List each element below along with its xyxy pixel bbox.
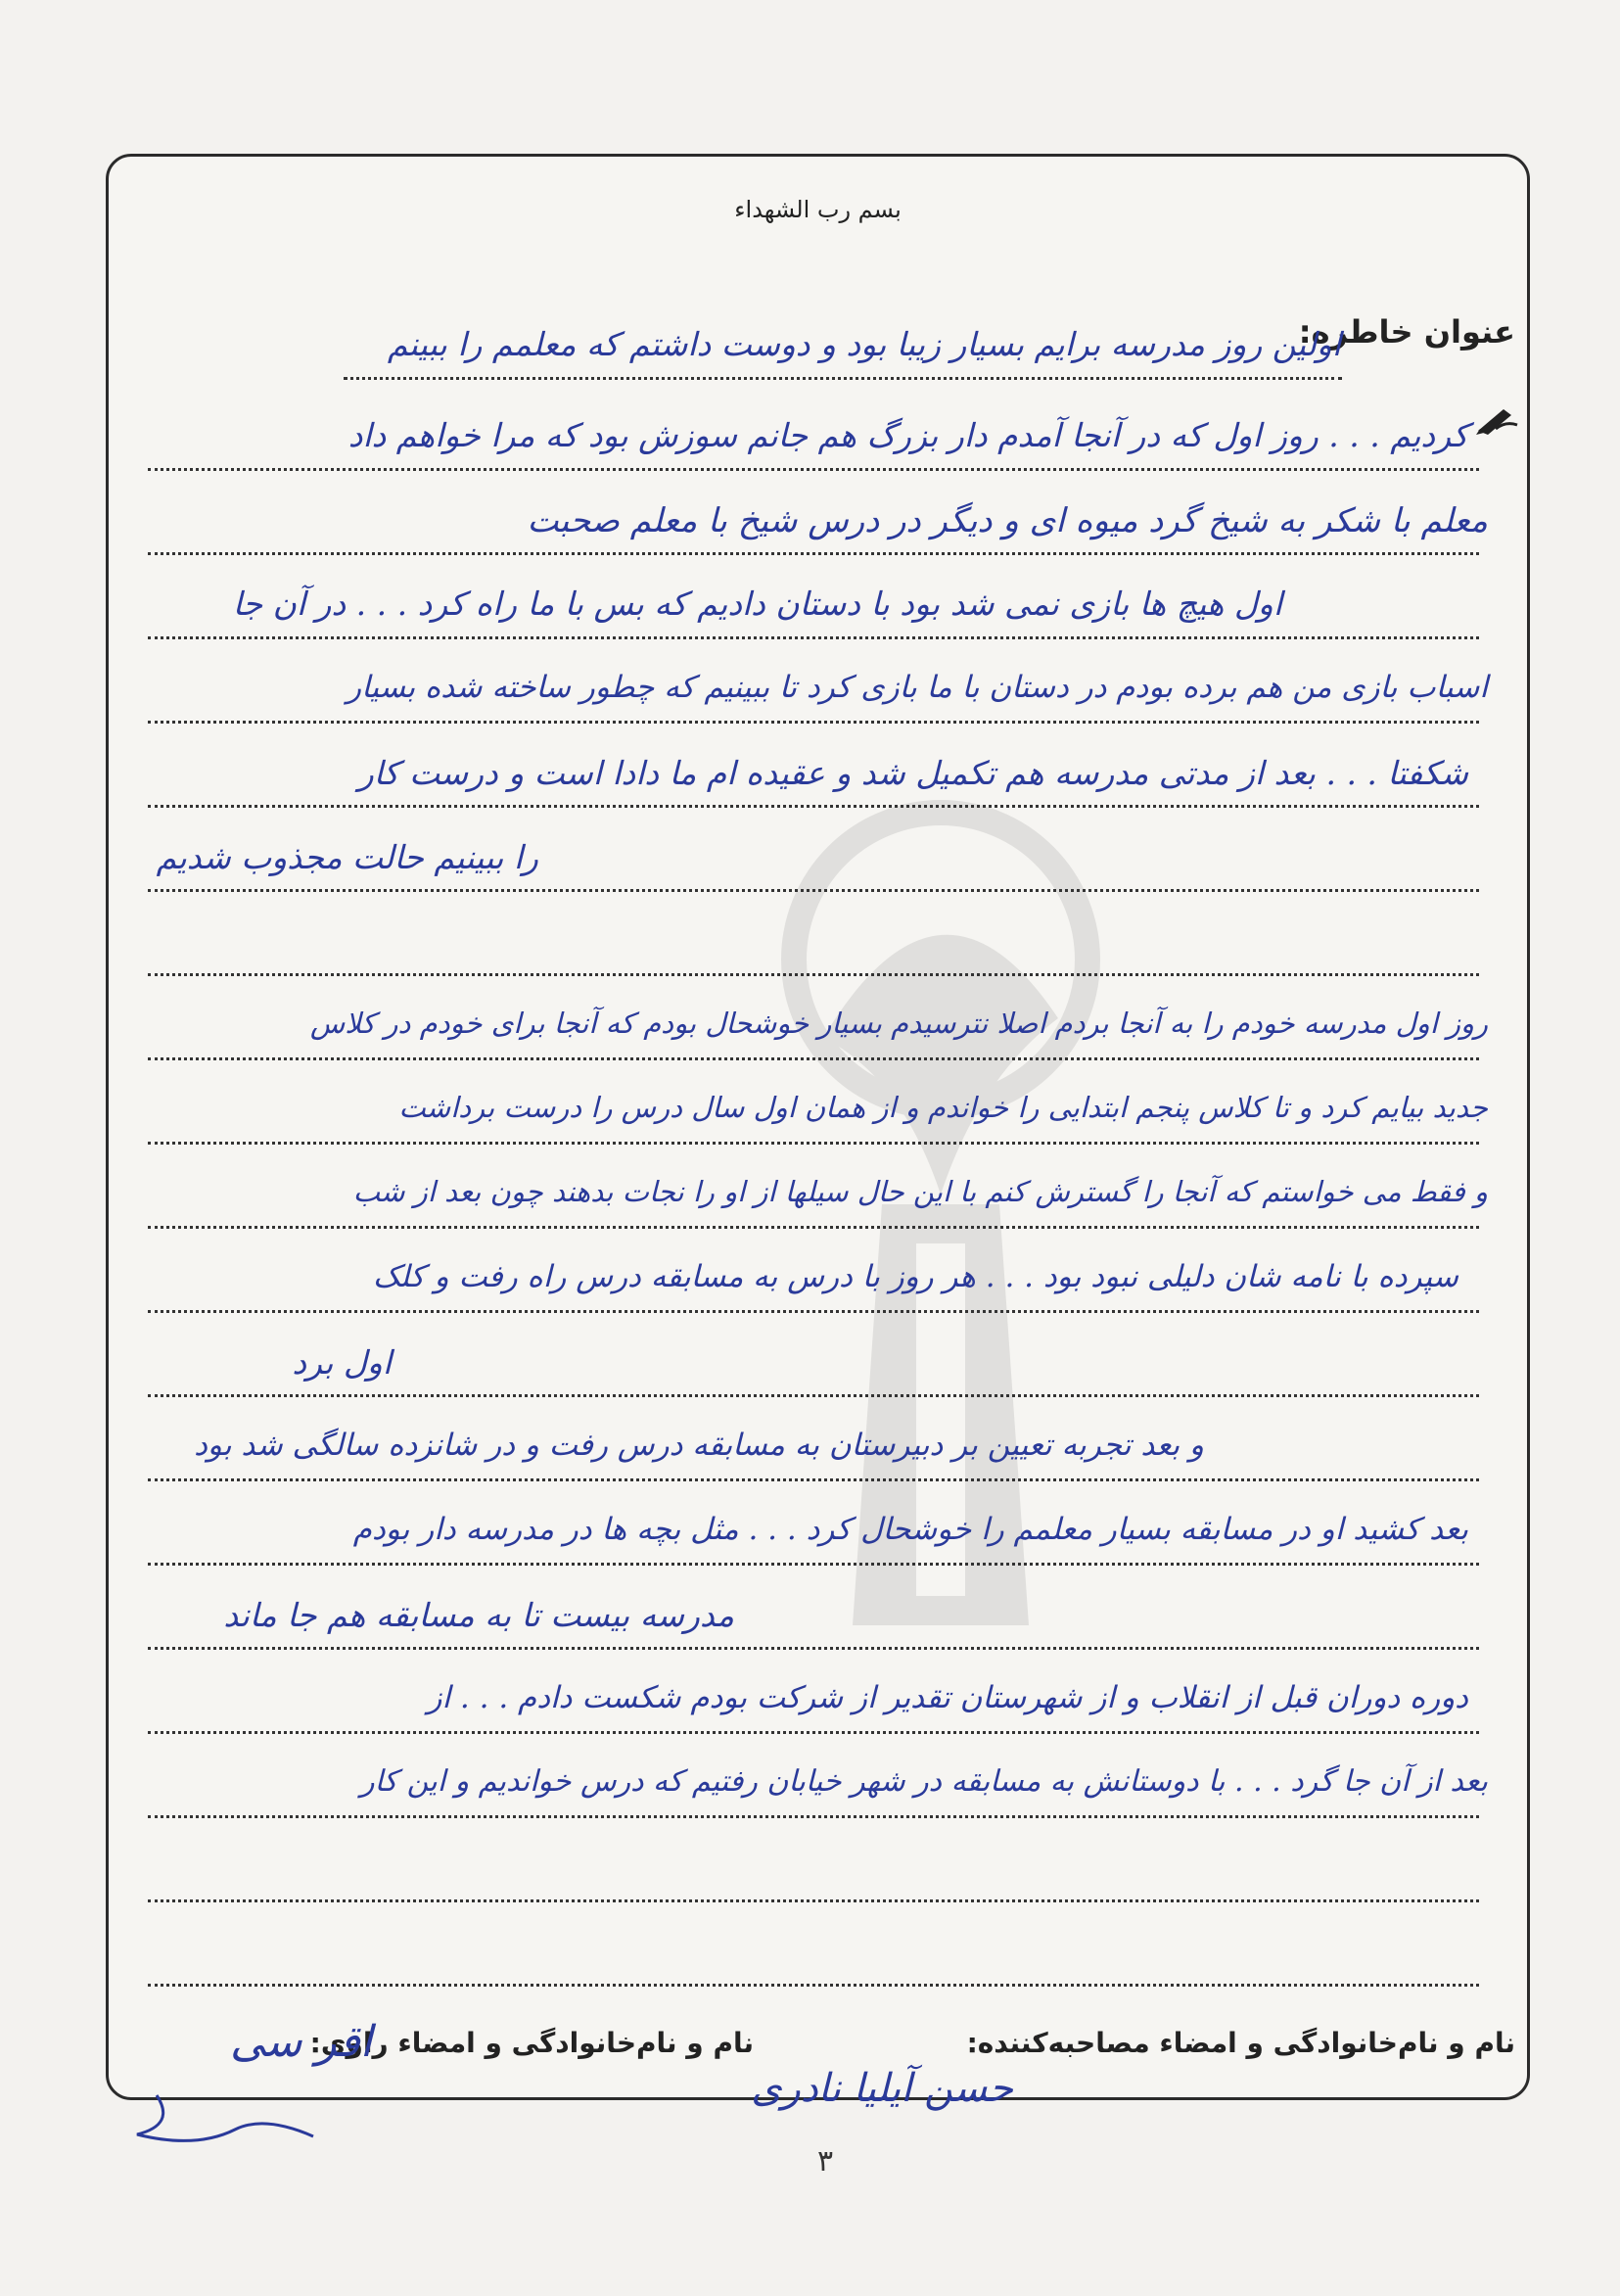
- writing-line: [148, 468, 1479, 471]
- writing-line: [148, 1142, 1479, 1145]
- writing-line: [148, 721, 1479, 724]
- handwritten-line: روز اول مدرسه خودم را به آنجا بردم اصلا نترسیدم بسیار خوشحال بودم که آنجا برای خودم در کلاس: [309, 1007, 1488, 1040]
- writing-line: [148, 1815, 1479, 1818]
- page-number: ۳: [817, 2144, 834, 2179]
- handwritten-line: بعد از آن جا گرد . . . با دوستانش به مسابقه در شهر خیابان رفتیم که درس خواندیم و این کار: [360, 1764, 1488, 1799]
- handwritten-line: بعد کشید او در مسابقه بسیار معلمم را خوشحال کرد . . . مثل بچه ها در مدرسه دار بودم: [352, 1512, 1468, 1547]
- pen-icon: [1474, 403, 1519, 437]
- handwritten-line: را ببینیم حالت مجذوب شدیم: [156, 838, 538, 876]
- handwritten-line: معلم با شکر به شیخ گرد میوه ای و دیگر در درس شیخ با معلم صحبت: [527, 501, 1488, 540]
- writing-line: [148, 1731, 1479, 1734]
- handwritten-line: دوره دوران قبل از انقلاب و از شهرستان تقدیر از شرکت بودم شکست دادم . . . از: [427, 1680, 1468, 1715]
- handwritten-line: اول هیچ ها بازی نمی شد بود با دستان دادیم که بس با ما راه کرد . . . در آن جا: [232, 585, 1282, 623]
- handwritten-line: کردیم . . . روز اول که در آنجا آمدم دار بزرگ هم جانم سوزش بود که مرا خواهم داد: [347, 416, 1468, 454]
- writing-line: [148, 552, 1479, 555]
- handwritten-line: سپرده با نامه شان دلیلی نبود بود . . . هر روز با درس به مسابقه درس راه رفت و کلک: [373, 1259, 1458, 1294]
- handwritten-line: مدرسه بیست تا به مسابقه هم جا ماند: [223, 1596, 734, 1634]
- writing-line: [148, 973, 1479, 976]
- writing-line: [148, 1394, 1479, 1397]
- memory-title-label: عنوان خاطره:: [1298, 313, 1515, 351]
- writing-line: [148, 889, 1479, 892]
- narrator-signature-label: نام و نام‌خانوادگی و امضاء راوی:: [309, 2027, 754, 2059]
- handwritten-line: جدید بیایم کرد و تا کلاس پنجم ابتدایی را خواندم و از همان اول سال درس را درست برداشت: [398, 1091, 1488, 1124]
- writing-line: [148, 1563, 1479, 1566]
- writing-line: [148, 805, 1479, 808]
- handwritten-line: و فقط می خواستم که آنجا را گسترش کنم با این حال سیلها از او را نجات بدهند چون بعد از شب: [352, 1175, 1488, 1208]
- interviewer-signature-label: نام و نام‌خانوادگی و امضاء مصاحبه‌کننده:: [966, 2027, 1515, 2059]
- writing-line: [148, 636, 1479, 639]
- writing-line: [148, 1647, 1479, 1650]
- handwritten-line: و بعد تجربه تعیین بر دبیرستان به مسابقه درس رفت و در شانزده سالگی شد بود: [194, 1428, 1204, 1463]
- page-title: بسم رب الشهداء: [734, 196, 902, 223]
- narrator-signature: اقر سی: [229, 2017, 372, 2067]
- writing-line: [148, 1057, 1479, 1060]
- form-frame: [106, 154, 1530, 2100]
- writing-line: [148, 1310, 1479, 1313]
- writing-line: [148, 1478, 1479, 1481]
- handwritten-line: اولین روز مدرسه برایم بسیار زیبا بود و دوست داشتم که معلمم را ببینم: [387, 325, 1341, 363]
- writing-line: [344, 377, 1342, 380]
- handwritten-line: اسباب بازی من هم برده بودم در دستان با ما بازی کرد تا ببینیم که چطور ساخته شده بسیار: [347, 670, 1488, 705]
- handwritten-line: اول برد: [292, 1343, 392, 1382]
- interviewer-signature: حسن آیلیا نادری: [751, 2066, 1013, 2111]
- writing-line: [148, 1899, 1479, 1902]
- handwritten-line: شکفتا . . . بعد از مدتی مدرسه هم تکمیل شد و عقیده ام ما دادا است و درست کار: [357, 754, 1468, 792]
- narrator-signature-flourish: [117, 2076, 333, 2154]
- writing-line: [148, 1984, 1479, 1987]
- writing-line: [148, 1226, 1479, 1229]
